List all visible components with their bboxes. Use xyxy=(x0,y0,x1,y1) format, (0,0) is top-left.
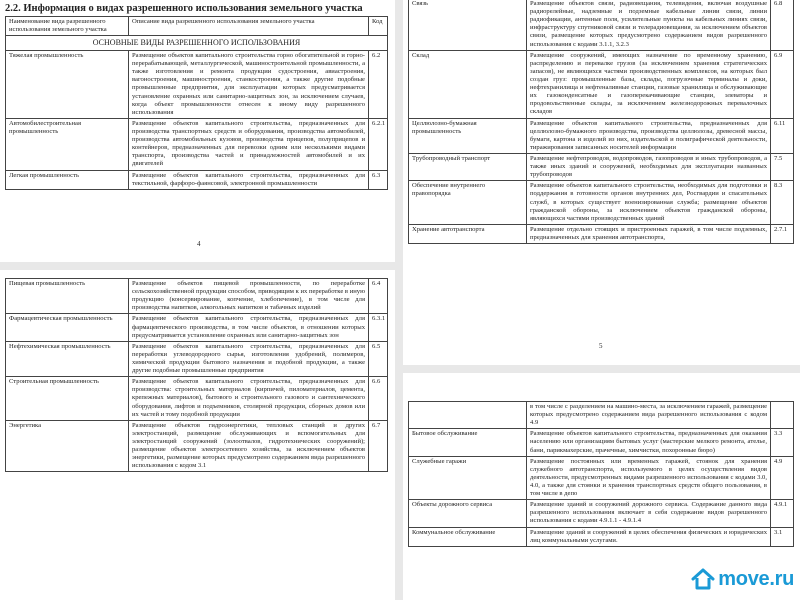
use-description: Размещение объектов капитального строительства горно обогатительной и горно-перерабатывающей, металлургической, машиностроительной промышленности, а также изготовления и ремонта продукции судостроения, авиастроения, вагоностроения, машиностроения, станкостроения, а также другие подобные промышленные предприятия, для эксплуатации которых предусматривается установление охранных или санитарно-защитных зон, за исключением случаев, когда объект промышленности отнесен к иному виду разрешенного использования xyxy=(129,51,369,119)
table-row xyxy=(409,527,794,546)
use-code xyxy=(771,402,794,429)
use-code: 3.1 xyxy=(771,527,794,546)
use-code: 6.5 xyxy=(369,341,388,376)
use-name: Связь xyxy=(409,0,527,50)
use-name: Легкая промышленность xyxy=(6,170,129,189)
use-description: Размещение объектов связи, радиовещания, телевидения, включая воздушные радиорелейные, надземные и подземные кабельные линии связи, линии радиофикации, антенные поля, усилительные пункты на кабельных линиях связи, инфраструктуру спутниковой связи и телерадиовещания, за исключением объектов связи, размещение которых предусмотрено содержанием видов разрешенного использования с кодами 3.1.1, 3.2.3 xyxy=(527,0,771,50)
use-description: Размещение объектов капитального строительства, предназначенных для текстильной, фарфоро-фаянсовой, электронной промышленности xyxy=(129,170,369,189)
table-row xyxy=(6,279,388,314)
use-name: Пищевая промышленность xyxy=(6,279,129,314)
use-description: Размещение объектов капитального строительства, предназначенных для производства: строительных материалов (кирпичей, пиломатериалов, цемента, крепежных материалов), бытового и строительного газового и сантехнического оборудования, лифтов и подъемников, столярной продукции, сборных домов или их частей и тому подобной продукции xyxy=(129,377,369,421)
use-code: 6.9 xyxy=(771,50,794,118)
section-row xyxy=(6,36,388,51)
use-description: Размещение объектов капитального строительства, необходимых для подготовки и поддержания в готовности органов внутренних дел, Росгвардии и спасательных служб, в которых существует военизированная служба; размещение объектов гражданской обороны, за исключением объектов гражданской обороны, являющихся частями производственных зданий xyxy=(527,181,771,225)
use-name: Обеспечение внутреннего правопорядка xyxy=(409,181,527,225)
table-row xyxy=(409,224,794,243)
header-description: Описание вида разрешенного использования земельного участка xyxy=(129,17,369,36)
page-number: 5 xyxy=(599,342,603,350)
section-heading: ОСНОВНЫЕ ВИДЫ РАЗРЕШЕННОГО ИСПОЛЬЗОВАНИЯ xyxy=(6,36,388,51)
table-row xyxy=(409,181,794,225)
watermark-text: move.ru xyxy=(718,567,794,590)
use-description: Размещение объектов капитального строительства, предназначенных для фармацевтического производства, в том числе объектов, в отношении которых предусматривается установление охранных или санитарно-защитных зон xyxy=(129,314,369,341)
use-code: 4.9.1 xyxy=(771,500,794,527)
land-use-table-p6 xyxy=(408,401,794,547)
use-name: Автомобилестроительная промышленность xyxy=(6,118,129,170)
page-number: 4 xyxy=(197,240,201,248)
use-code: 7.5 xyxy=(771,153,794,180)
table-row xyxy=(409,402,794,429)
table-row xyxy=(409,429,794,456)
use-code: 8.3 xyxy=(771,181,794,225)
use-code: 3.3 xyxy=(771,429,794,456)
table-row xyxy=(6,118,388,170)
table-row xyxy=(409,456,794,500)
use-description: Размещение объектов капитального строительства, предназначенных для переработки углеводородного сырья, изготовления удобрений, полимеров, химической продукции бытового назначения и подобной продукции, а также другие подобные промышленные предприятия xyxy=(129,341,369,376)
use-description: Размещение объектов пищевой промышленности, по переработке сельскохозяйственной продукции способом, приводящим к их переработке в иную продукцию (консервирование, копчение, хлебопечение), в том числе для производства напитков, алкогольных напитков и табачных изделий xyxy=(129,279,369,314)
use-code: 6.2.1 xyxy=(369,118,388,170)
table-row xyxy=(409,118,794,153)
table-row xyxy=(409,0,794,50)
use-description: Размещение зданий и сооружений дорожного сервиса. Содержание данного вида разрешенного использования включает в себя содержание видов разрешенного использования с кодами 4.9.1.1 - 4.9.1.4 xyxy=(527,500,771,527)
use-description: Размещение объектов капитального строительства, предназначенных для производства транспортных средств и оборудования, производства автомобилей, производства автомобильных кузовов, производства прицепов, полуприцепов и контейнеров, предназначенных для перевозки одним или несколькими видами транспорта, производства частей и принадлежностей автомобилей и их двигателей xyxy=(129,118,369,170)
use-name: Фармацевтическая промышленность xyxy=(6,314,129,341)
use-code: 4.9 xyxy=(771,456,794,500)
document-page-continued xyxy=(0,270,395,600)
use-name: Трубопроводный транспорт xyxy=(409,153,527,180)
use-code: 6.7 xyxy=(369,420,388,472)
use-code: 6.6 xyxy=(369,377,388,421)
use-name: Объекты дорожного сервиса xyxy=(409,500,527,527)
table-row xyxy=(409,500,794,527)
use-name: Нефтехимическая промышленность xyxy=(6,341,129,376)
use-description: Размещение нефтепроводов, водопроводов, газопроводов и иных трубопроводов, а также иных зданий и сооружений, необходимых для эксплуатации названных трубопроводов xyxy=(527,153,771,180)
use-description: Размещение объектов гидроэнергетики, тепловых станций и других электростанций, размещение обслуживающих и вспомогательных для электростанций сооружений (золоотвалов, гидротехнических сооружений); размещение объектов электросетевого хозяйства, за исключением объектов энергетики, размещение которых предусмотрено содержанием вида разрешенного использования с кодом 3.1 xyxy=(129,420,369,472)
use-name: Бытовое обслуживание xyxy=(409,429,527,456)
table-row xyxy=(6,51,388,119)
table-row xyxy=(6,314,388,341)
use-code: 6.11 xyxy=(771,118,794,153)
land-use-table-p4-continued xyxy=(5,278,388,472)
use-code: 6.8 xyxy=(771,0,794,50)
use-name: Строительная промышленность xyxy=(6,377,129,421)
use-code: 2.7.1 xyxy=(771,224,794,243)
table-row xyxy=(6,377,388,421)
land-use-table-p5 xyxy=(408,0,794,244)
table-row xyxy=(6,341,388,376)
use-name: Склад xyxy=(409,50,527,118)
use-code: 6.2 xyxy=(369,51,388,119)
use-description: Размещение объектов капитального строительства, предназначенных для целлюлозно-бумажного производства, производства целлюлозы, древесной массы, бумаги, картона и изделий из них, издательской и полиграфической деятельности, тиражирования записанных носителей информации xyxy=(527,118,771,153)
use-name: Служебные гаражи xyxy=(409,456,527,500)
land-use-table-p4 xyxy=(5,16,388,190)
use-name: Целлюлозно-бумажная промышленность xyxy=(409,118,527,153)
header-code: Код xyxy=(369,17,388,36)
section-title: 2.2. Информация о видах разрешенного использования земельного участка xyxy=(5,3,363,14)
table-row xyxy=(409,153,794,180)
use-description: Размещение сооружений, имеющих назначение по временному хранению, распределению и перевалке грузов (за исключением хранения стратегических запасов), не являющихся частями производственных комплексов, на которых был создан груз: промышленные базы, склады, погрузочные терминалы и доки, нефтехранилища и нефтеналивные станции, газовые хранилища и обслуживающие их газоконденсатные и газоперекачивающие станции, элеваторы и продовольственные склады, за исключением железнодорожных перевалочных складов xyxy=(527,50,771,118)
document-page-4 xyxy=(0,0,395,262)
use-name xyxy=(409,402,527,429)
use-code: 6.3.1 xyxy=(369,314,388,341)
use-name: Тяжелая промышленность xyxy=(6,51,129,119)
header-name: Наименование вида разрешенного использования земельного участка xyxy=(6,17,129,36)
document-page-5 xyxy=(403,0,800,365)
use-description: Размещение постоянных или временных гаражей, стоянок для хранения служебного автотранспорта, используемого в целях осуществления видов деятельности, предусмотренных видами разрешенного использования с кодами 3.0, 4.0, а также для стоянки и хранения транспортных средств общего пользования, в том числе в депо xyxy=(527,456,771,500)
use-code: 6.3 xyxy=(369,170,388,189)
watermark-logo xyxy=(690,566,794,592)
use-name: Энергетика xyxy=(6,420,129,472)
table-row xyxy=(409,50,794,118)
table-row xyxy=(6,170,388,189)
use-description: Размещение зданий и сооружений в целях обеспечения физических и юридических лиц коммунальными услугами. xyxy=(527,527,771,546)
use-name: Хранение автотранспорта xyxy=(409,224,527,243)
use-description: Размещение объектов капитального строительства, предназначенных для оказания населению или организациям бытовых услуг (мастерские мелкого ремонта, ателье, бани, парикмахерские, прачечные, химчистки, похоронные бюро) xyxy=(527,429,771,456)
use-description: в том числе с разделением на машино-места, за исключением гаражей, размещение которых предусмотрено содержанием вида разрешенного использования с кодом 4.9 xyxy=(527,402,771,429)
use-name: Коммунальное обслуживание xyxy=(409,527,527,546)
use-code: 6.4 xyxy=(369,279,388,314)
table-header-row xyxy=(6,17,388,36)
use-description: Размещение отдельно стоящих и пристроенных гаражей, в том числе подземных, предназначенных для хранения автотранспорта, xyxy=(527,224,771,243)
house-icon xyxy=(690,566,716,592)
table-row xyxy=(6,420,388,472)
